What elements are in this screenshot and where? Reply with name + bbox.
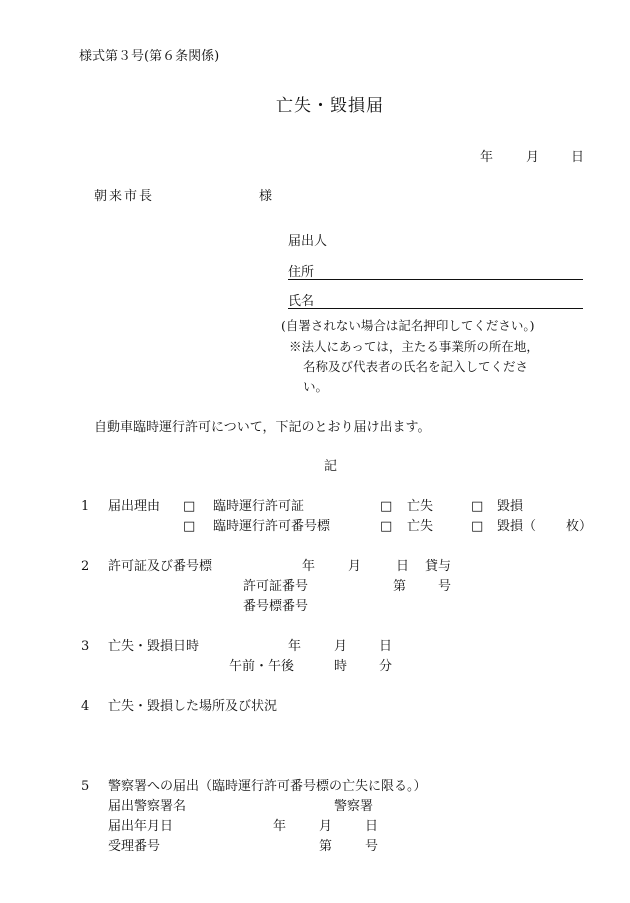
section3-ampm: 午前・午後: [229, 659, 295, 674]
item-permit: 臨時運行許可証: [213, 499, 305, 514]
permit-number-dai: 第: [393, 579, 407, 594]
item-plate: 臨時運行許可番号標: [213, 519, 331, 534]
permit-number-go: 号: [438, 579, 452, 594]
receipt-number-dai: 第: [319, 839, 333, 854]
name-line[interactable]: [288, 308, 583, 309]
section2-day: 日: [396, 559, 410, 574]
address-label: 住所: [288, 265, 315, 280]
address-line[interactable]: [288, 279, 583, 280]
reporter-label: 届出人: [288, 234, 328, 249]
name-label: 氏名: [288, 294, 315, 309]
reporter-note-seal: (自署されない場合は記名押印してください。): [281, 318, 535, 333]
section5-number: 5: [81, 779, 90, 794]
addressee-honorific: 様: [259, 189, 273, 204]
section3-minute: 分: [379, 659, 393, 674]
report-date-day: 日: [365, 819, 379, 834]
section2-year: 年: [302, 559, 316, 574]
plate-lost-label: 亡失: [407, 519, 434, 534]
addressee-name: 朝来市長: [94, 189, 155, 204]
section3-number: 3: [81, 639, 90, 654]
checkbox-permit[interactable]: □: [183, 499, 196, 514]
section2-number: 2: [81, 559, 90, 574]
date-year: 年: [480, 150, 494, 165]
section4-number: 4: [81, 699, 90, 714]
section1-label: 届出理由: [108, 499, 161, 514]
permit-number-label: 許可証番号: [243, 579, 309, 594]
report-date-month: 月: [319, 819, 333, 834]
receipt-number-label: 受理番号: [108, 839, 161, 854]
section3-month: 月: [334, 639, 348, 654]
section3-label: 亡失・毀損日時: [108, 639, 200, 654]
police-station-suffix: 警察署: [334, 799, 374, 814]
checkbox-plate-lost[interactable]: □: [380, 519, 393, 534]
report-date-label: 届出年月日: [108, 819, 174, 834]
section2-label: 許可証及び番号標: [108, 559, 213, 574]
section3-year: 年: [288, 639, 302, 654]
checkbox-plate-damaged[interactable]: □: [471, 519, 484, 534]
section3-day: 日: [379, 639, 393, 654]
checkbox-plate[interactable]: □: [183, 519, 196, 534]
date-day: 日: [571, 150, 585, 165]
section2-lent: 貸与: [425, 559, 452, 574]
plate-count-label: 枚）: [566, 519, 593, 534]
section5-label: 警察署への届出（臨時運行許可番号標の亡失に限る。）: [108, 779, 427, 794]
permit-lost-label: 亡失: [407, 499, 434, 514]
form-number: 様式第３号(第６条関係): [79, 49, 220, 64]
reporter-note-corp-2: 名称及び代表者の氏名を記入してくださ: [303, 359, 529, 374]
section3-hour: 時: [334, 659, 348, 674]
plate-number-label: 番号標番号: [243, 599, 309, 614]
checkbox-permit-damaged[interactable]: □: [471, 499, 484, 514]
date-month: 月: [526, 150, 540, 165]
receipt-number-go: 号: [365, 839, 379, 854]
section1-number: 1: [81, 499, 90, 514]
document-title: 亡失・毀損届: [276, 96, 384, 116]
police-station-label: 届出警察署名: [108, 799, 187, 814]
intro-text: 自動車臨時運行許可について，下記のとおり届け出ます。: [94, 420, 431, 435]
checkbox-permit-lost[interactable]: □: [380, 499, 393, 514]
plate-damaged-label: 毀損（: [497, 519, 537, 534]
reporter-note-corp-1: ※法人にあっては，主たる事業所の所在地，: [289, 339, 539, 354]
reporter-note-corp-3: い。: [303, 379, 329, 394]
section4-label: 亡失・毀損した場所及び状況: [108, 699, 278, 714]
report-date-year: 年: [273, 819, 287, 834]
ki-heading: 記: [324, 459, 338, 474]
permit-damaged-label: 毀損: [497, 499, 524, 514]
section2-month: 月: [348, 559, 362, 574]
